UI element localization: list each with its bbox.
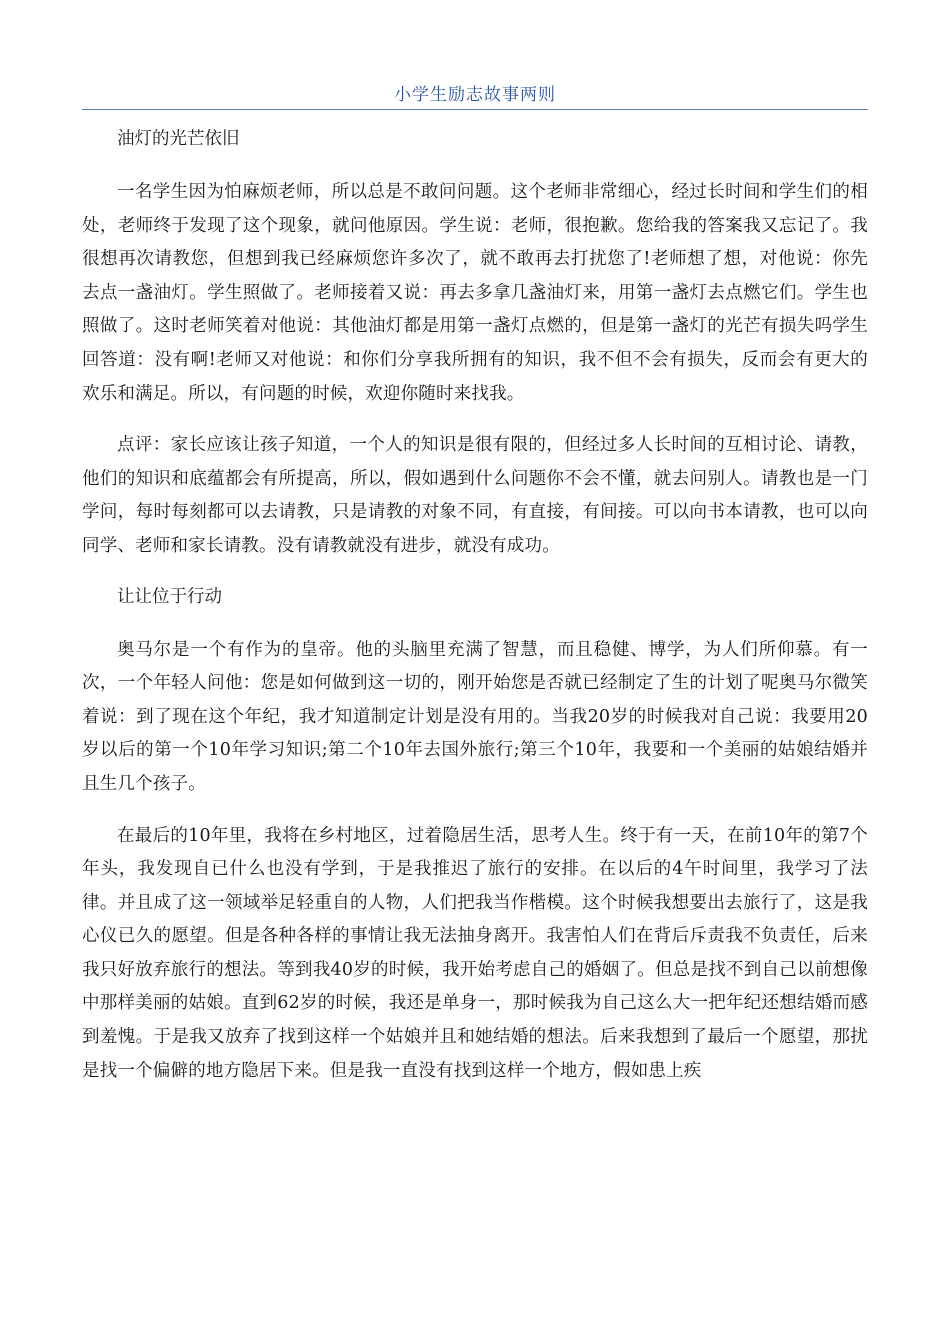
paragraph: 在最后的10年里，我将在乡村地区，过着隐居生活，思考人生。终于有一天，在前10年的第7个年头，我发现自已什么也没有学到，于是我推迟了旅行的安排。在以后的4午时间里，我学习了法律。并且成了这一领域举足轻重自的人物，人们把我当作楷模。这个时候我想要出去旅行了，这是我心仪已久的愿望。但是各种各样的事情让我无法抽身离开。我害怕人们在背后斥责我不负责任，后来我只好放弃旅行的想法。等到我40岁的时候，我开始考虑自己的婚姻了。但总是找不到自己以前想像中那样美丽的姑娘。直到62岁的时候，我还是单身一，那时候我为自己这么大一把年纪还想结婚而感到羞愧。于是我又放弃了找到这样一个姑娘并且和她结婚的想法。后来我想到了最后一个愿望，那扰是找一个偏僻的地方隐居下来。但是我一直没有找到这样一个地方，假如患上疾 <box>82 825 868 1081</box>
document-header <box>82 83 868 110</box>
paragraph: 点评：家长应该让孩子知道，一个人的知识是很有限的，但经过多人长时间的互相讨论、请教，他们的知识和底蕴都会有所提高，所以，假如遇到什么问题你不会不懂，就去问别人。请教也是一门学问，每时每刻都可以去请教，只是请教的对象不同，有直接，有间接。可以向书本请教，也可以向同学、老师和家长请教。没有请教就没有进步，就没有成功。 <box>82 435 868 556</box>
paragraph: 奥马尔是一个有作为的皇帝。他的头脑里充满了智慧，而且稳健、博学，为人们所仰慕。有一次，一个年轻人问他：您是如何做到这一切的，刚开始您是否就已经制定了生的计划了呢奥马尔微笑着说：到了现在这个年纪，我才知道制定计划是没有用的。当我20岁的时候我对自己说：我要用20岁以后的第一个10年学习知识;第二个10年去国外旅行;第三个10年，我要和一个美丽的姑娘结婚并且生几个孩子。 <box>82 639 868 794</box>
document-body <box>82 124 868 1106</box>
section-heading: 油灯的光芒依旧 <box>117 129 240 149</box>
section-heading: 让让位于行动 <box>117 586 222 607</box>
paragraph: 一名学生因为怕麻烦老师，所以总是不敢问问题。这个老师非常细心，经过长时间和学生们的相处，老师终于发现了这个现象，就问他原因。学生说：老师，很抱歉。您给我的答案我又忘记了。我很想再次请教您，但想到我已经麻烦您许多次了，就不敢再去打扰您了!老师想了想，对他说：你先去点一盏油灯。学生照做了。老师接着又说：再去多拿几盏油灯来，用第一盏灯去点燃它们。学生也照做了。这时老师笑着对他说：其他油灯都是用第一盏灯点燃的，但是第一盏灯的光芒有损失吗学生回答道：没有啊!老师又对他说：和你们分享我所拥有的知识，我不但不会有损失，反而会有更大的欢乐和满足。所以，有问题的时候，欢迎你随时来找我。 <box>82 182 868 404</box>
document-title: 小学生励志故事两则 <box>394 85 556 105</box>
